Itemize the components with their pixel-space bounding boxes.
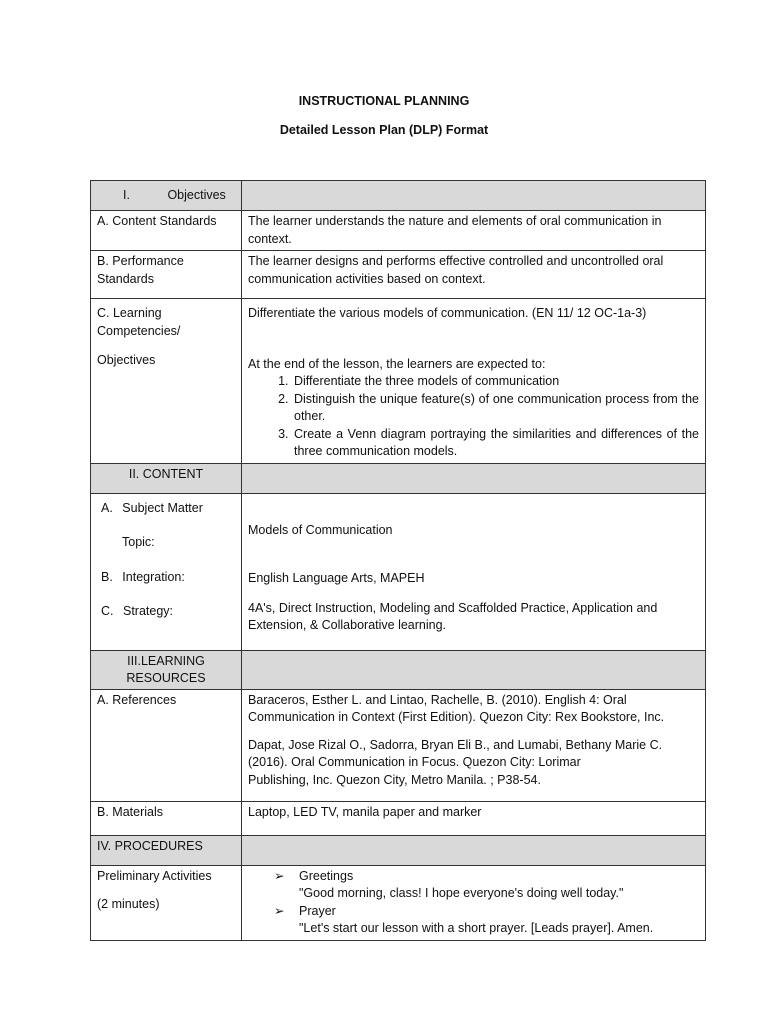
integration-value: English Language Arts, MAPEH <box>248 571 425 585</box>
subject-matter-value <box>242 493 706 650</box>
strategy-number: C. <box>101 604 114 618</box>
strategy-value: 4A's, Direct Instruction, Modeling and Scaffolded Practice, Application and Extension, & Collaborative learning. <box>248 600 658 632</box>
preliminary-time: (2 minutes) <box>97 897 160 911</box>
strategy-label: Strategy: <box>122 604 174 618</box>
prayer-title: Prayer <box>299 903 336 918</box>
references-row <box>91 689 706 801</box>
content-standards-label: A. Content Standards <box>91 211 242 251</box>
strategy-line <box>97 603 235 621</box>
lesson-plan-table <box>90 180 706 941</box>
integration-number: B. <box>101 569 113 584</box>
subject-matter-title: Subject Matter <box>122 500 203 515</box>
objectives-heading-number: I. <box>123 188 130 202</box>
content-standards-row <box>91 211 706 251</box>
competency-label-line1: C. Learning <box>97 306 162 320</box>
objectives-header-row <box>91 181 706 211</box>
preliminary-activities-value <box>242 865 706 940</box>
preliminary-activities-label <box>91 865 242 940</box>
list-item <box>274 903 699 938</box>
resources-heading <box>91 650 242 689</box>
greeting-text: "Good morning, class! I hope everyone's doing well today." <box>299 886 624 900</box>
preliminary-list <box>248 868 699 938</box>
materials-value: Laptop, LED TV, manila paper and marker <box>242 801 706 835</box>
subject-matter-row <box>91 493 706 650</box>
resources-heading-empty <box>242 650 706 689</box>
competency-label-line3: Objectives <box>97 353 156 367</box>
integration-line <box>97 569 235 587</box>
materials-label: B. Materials <box>91 801 242 835</box>
performance-standards-value: The learner designs and performs effective controlled and uncontrolled oral communication activities based on context. <box>242 251 706 299</box>
resources-header-row <box>91 650 706 689</box>
content-heading-empty <box>242 463 706 493</box>
procedures-heading-empty <box>242 835 706 865</box>
topic-value: Models of Communication <box>248 522 393 537</box>
subject-matter-line <box>97 500 235 518</box>
preliminary-label: Preliminary Activities <box>97 868 212 883</box>
reference-1-line1: Baraceros, Esther L. and Lintao, Rachelle, B. (2010). English 4: Oral <box>248 692 627 707</box>
performance-label-line2: Standards <box>97 271 154 286</box>
competency-statement: Differentiate the various models of communication. (EN 11/ 12 OC-1a-3) <box>248 306 647 320</box>
content-header-row <box>91 463 706 493</box>
performance-standards-label <box>91 251 242 299</box>
subject-matter-label <box>91 493 242 650</box>
content-heading: II. CONTENT <box>91 463 242 493</box>
topic-label: Topic: <box>122 535 155 549</box>
learning-competencies-row <box>91 299 706 464</box>
learning-competencies-value <box>242 299 706 464</box>
document-subtitle: Detailed Lesson Plan (DLP) Format <box>279 123 489 137</box>
content-standards-value: The learner understands the nature and elements of oral communication in context. <box>242 211 706 251</box>
resources-heading-line1: III.LEARNING <box>127 653 205 668</box>
objectives-heading-empty <box>242 181 706 211</box>
objectives-heading-cell <box>91 181 242 211</box>
list-item: 2. Distinguish the unique feature(s) of one communication process from the other. <box>292 391 699 426</box>
integration-label: Integration: <box>122 569 185 584</box>
objectives-list <box>248 373 699 461</box>
objectives-intro: At the end of the lesson, the learners are expected to: <box>248 356 546 371</box>
reference-2-line1: Dapat, Jose Rizal O., Sadorra, Bryan Eli B., and Lumabi, Bethany Marie C. <box>248 737 663 752</box>
references-label: A. References <box>91 689 242 801</box>
arrow-bullet-icon: ➢ <box>274 868 285 883</box>
procedures-heading: IV. PROCEDURES <box>91 835 242 865</box>
list-item: 3. Create a Venn diagram portraying the similarities and differences of the three communication models. <box>292 426 699 461</box>
performance-standards-row <box>91 251 706 299</box>
reference-1-line2: Communication in Context (First Edition). Quezon City: Rex Bookstore, Inc. <box>248 710 665 724</box>
greeting-title: Greetings <box>299 868 354 883</box>
arrow-bullet-icon: ➢ <box>274 903 285 918</box>
learning-competencies-label <box>91 299 242 464</box>
preliminary-activities-row <box>91 865 706 940</box>
reference-2-line3: Publishing, Inc. Quezon City, Metro Manila. ; P38-54. <box>248 772 541 787</box>
objectives-heading: Objectives <box>167 188 226 202</box>
prayer-text: "Let's start our lesson with a short prayer. [Leads prayer]. Amen. <box>299 921 654 935</box>
materials-row <box>91 801 706 835</box>
performance-label-line1: B. Performance <box>97 254 184 268</box>
reference-2-line2: (2016). Oral Communication in Focus. Quezon City: Lorimar <box>248 755 581 769</box>
competency-label-line2: Competencies/ <box>97 323 181 338</box>
procedures-header-row <box>91 835 706 865</box>
document-title: INSTRUCTIONAL PLANNING <box>298 94 470 108</box>
references-value <box>242 689 706 801</box>
subject-matter-number: A. <box>101 500 113 515</box>
resources-heading-line2: RESOURCES <box>126 670 206 685</box>
list-item: 1. Differentiate the three models of communication <box>292 373 699 391</box>
list-item <box>274 868 699 903</box>
